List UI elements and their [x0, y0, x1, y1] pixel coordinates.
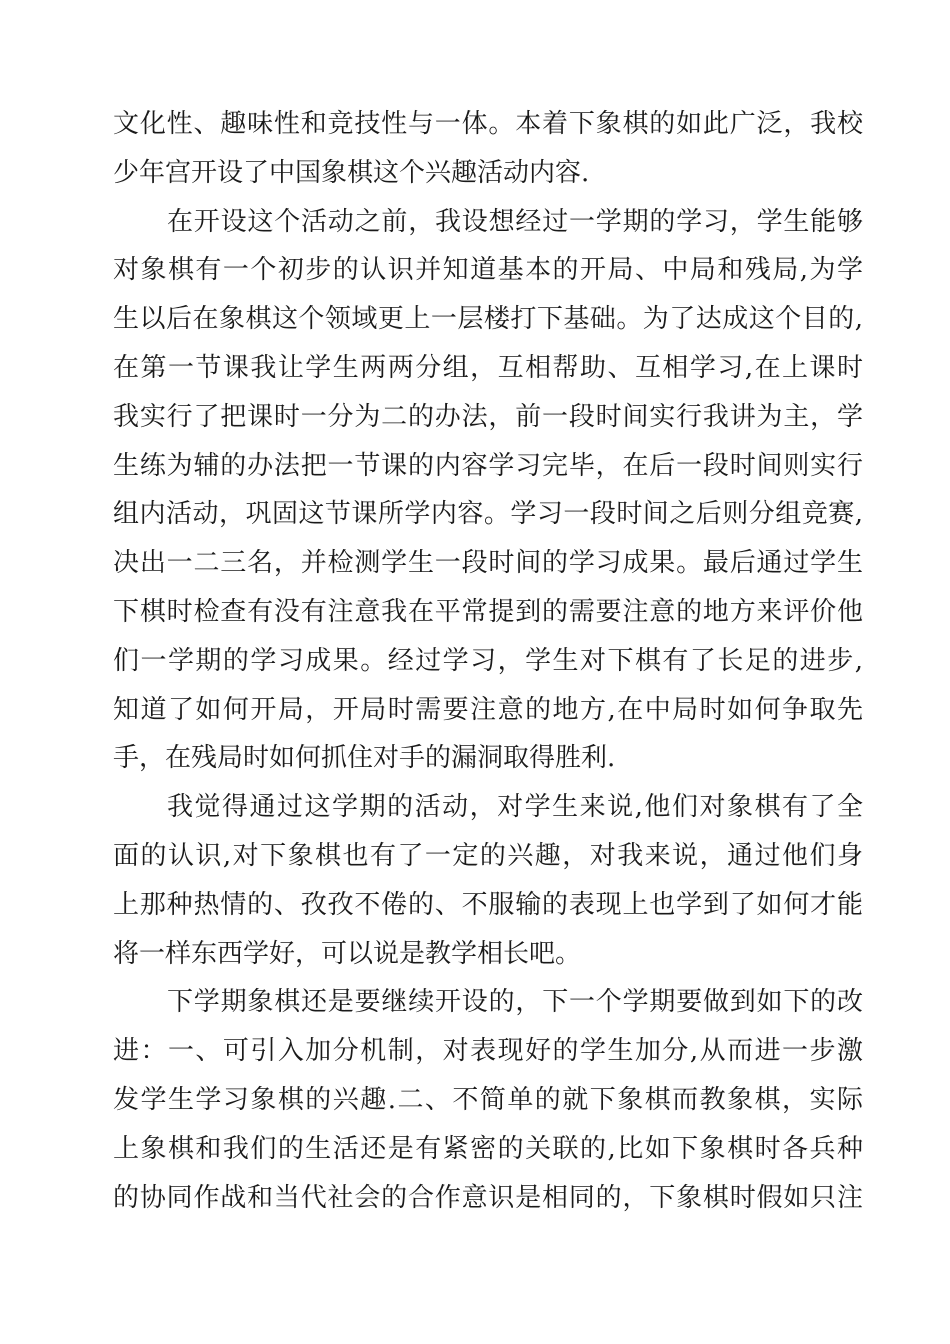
text-line: 文化性、趣味性和竞技性与一体。本着下象棋的如此广泛，我校 [113, 109, 863, 139]
text-line: 在第一节课我让学生两两分组，互相帮助、互相学习,在上课时 [113, 352, 863, 383]
text-line: 在开设这个活动之前，我设想经过一学期的学习，学生能够 [167, 206, 863, 237]
text-line: 少年宫开设了中国象棋这个兴趣活动内容. [113, 157, 590, 188]
text-line: 们一学期的学习成果。经过学习，学生对下棋有了长足的进步, [113, 645, 863, 676]
text-line: 上象棋和我们的生活还是有紧密的关联的,比如下象棋时各兵种 [113, 1133, 863, 1164]
text-line: 我实行了把课时一分为二的办法，前一段时间实行我讲为主，学 [113, 401, 863, 432]
text-line: 我觉得通过这学期的活动，对学生来说,他们对象棋有了全 [167, 792, 863, 823]
text-line: 下学期象棋还是要继续开设的，下一个学期要做到如下的改 [167, 987, 863, 1018]
text-line: 进：一、可引入加分机制，对表现好的学生加分,从而进一步激 [113, 1036, 863, 1067]
text-line: 将一样东西学好，可以说是教学相长吧。 [113, 938, 582, 969]
text-line: 的协同作战和当代社会的合作意识是相同的，下象棋时假如只注 [113, 1182, 863, 1213]
text-line: 对象棋有一个初步的认识并知道基本的开局、中局和残局,为学 [113, 255, 863, 286]
text-line: 组内活动，巩固这节课所学内容。学习一段时间之后则分组竞赛, [113, 499, 863, 530]
text-line: 面的认识,对下象棋也有了一定的兴趣，对我来说，通过他们身 [113, 840, 863, 871]
text-line: 下棋时检查有没有注意我在平常提到的需要注意的地方来评价他 [113, 596, 863, 627]
text-line: 手，在残局时如何抓住对手的漏洞取得胜利. [113, 743, 616, 774]
text-line: 生练为辅的办法把一节课的内容学习完毕，在后一段时间则实行 [113, 450, 863, 481]
text-line: 知道了如何开局，开局时需要注意的地方,在中局时如何争取先 [113, 694, 863, 725]
text-line: 上那种热情的、孜孜不倦的、不服输的表现上也学到了如何才能 [113, 889, 863, 920]
body-text [113, 100, 863, 1222]
text-line: 发学生学习象棋的兴趣.二、不简单的就下象棋而教象棋，实际 [113, 1084, 863, 1115]
text-line: 生以后在象棋这个领域更上一层楼打下基础。为了达成这个目的, [113, 304, 863, 335]
text-line: 决出一二三名，并检测学生一段时间的学习成果。最后通过学生 [113, 548, 863, 579]
